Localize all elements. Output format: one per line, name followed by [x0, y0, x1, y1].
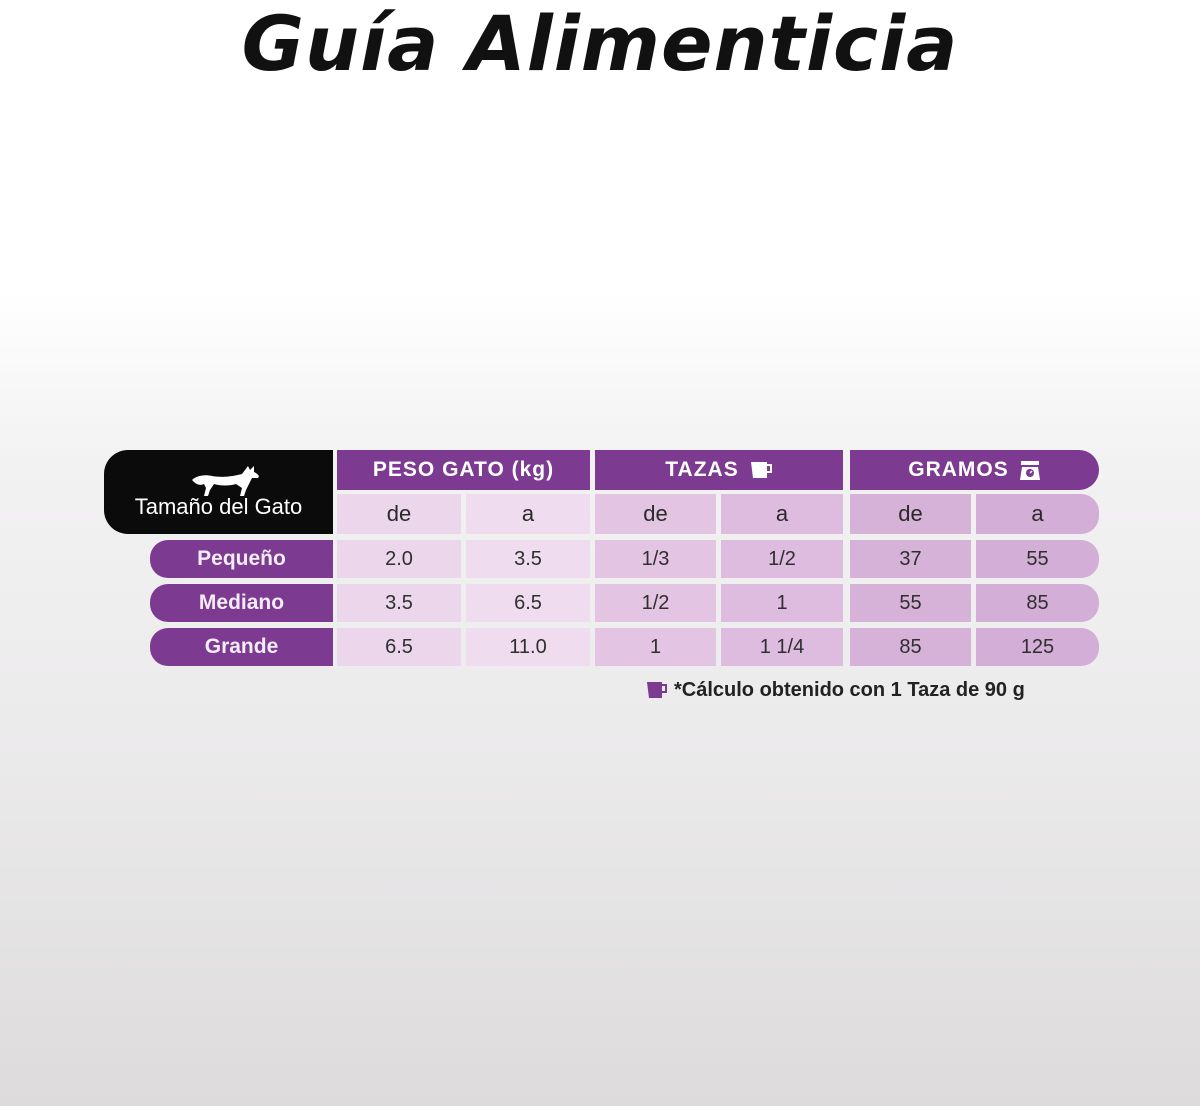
table-cell: 1/2 [721, 540, 843, 578]
table-cell: 1/2 [595, 584, 716, 622]
row-label-pequeno: Pequeño [150, 540, 333, 578]
table-cell: 3.5 [337, 584, 461, 622]
subheader-tazas-de: de [595, 494, 716, 534]
header-gramos [850, 450, 1099, 490]
row-label-mediano: Mediano [150, 584, 333, 622]
table-cell: 6.5 [337, 628, 461, 666]
header-peso-gato-label: PESO GATO (kg) [372, 458, 555, 481]
table-corner-header [104, 450, 333, 534]
table-cell: 6.5 [466, 584, 590, 622]
corner-label: Tamaño del Gato [134, 494, 303, 519]
header-tazas-label: TAZAS [665, 458, 739, 481]
subheader-peso-de: de [337, 494, 461, 534]
table-cell: 3.5 [466, 540, 590, 578]
table-cell: 125 [976, 628, 1099, 666]
table-cell: 37 [850, 540, 971, 578]
cat-icon [190, 460, 264, 496]
table-cell: 1/3 [595, 540, 716, 578]
footnote [646, 676, 1025, 704]
table-cell: 85 [976, 584, 1099, 622]
table-cell: 11.0 [466, 628, 590, 666]
table-cell: 55 [850, 584, 971, 622]
row-label-grande: Grande [150, 628, 333, 666]
measuring-cup-icon [749, 460, 773, 480]
page-title: Guía Alimenticia [241, 0, 959, 88]
table-cell: 1 [595, 628, 716, 666]
header-peso-gato [337, 450, 590, 490]
header-tazas [595, 450, 843, 490]
measuring-cup-icon [646, 680, 668, 700]
table-cell: 1 [721, 584, 843, 622]
table-cell: 1 1/4 [721, 628, 843, 666]
subheader-peso-a: a [466, 494, 590, 534]
subheader-tazas-a: a [721, 494, 843, 534]
table-cell: 55 [976, 540, 1099, 578]
table-cell: 85 [850, 628, 971, 666]
scale-icon [1019, 459, 1041, 481]
table-cell: 2.0 [337, 540, 461, 578]
header-gramos-label: GRAMOS [908, 458, 1009, 481]
subheader-gramos-de: de [850, 494, 971, 534]
subheader-gramos-a: a [976, 494, 1099, 534]
footnote-text: *Cálculo obtenido con 1 Taza de 90 g [674, 678, 1025, 701]
